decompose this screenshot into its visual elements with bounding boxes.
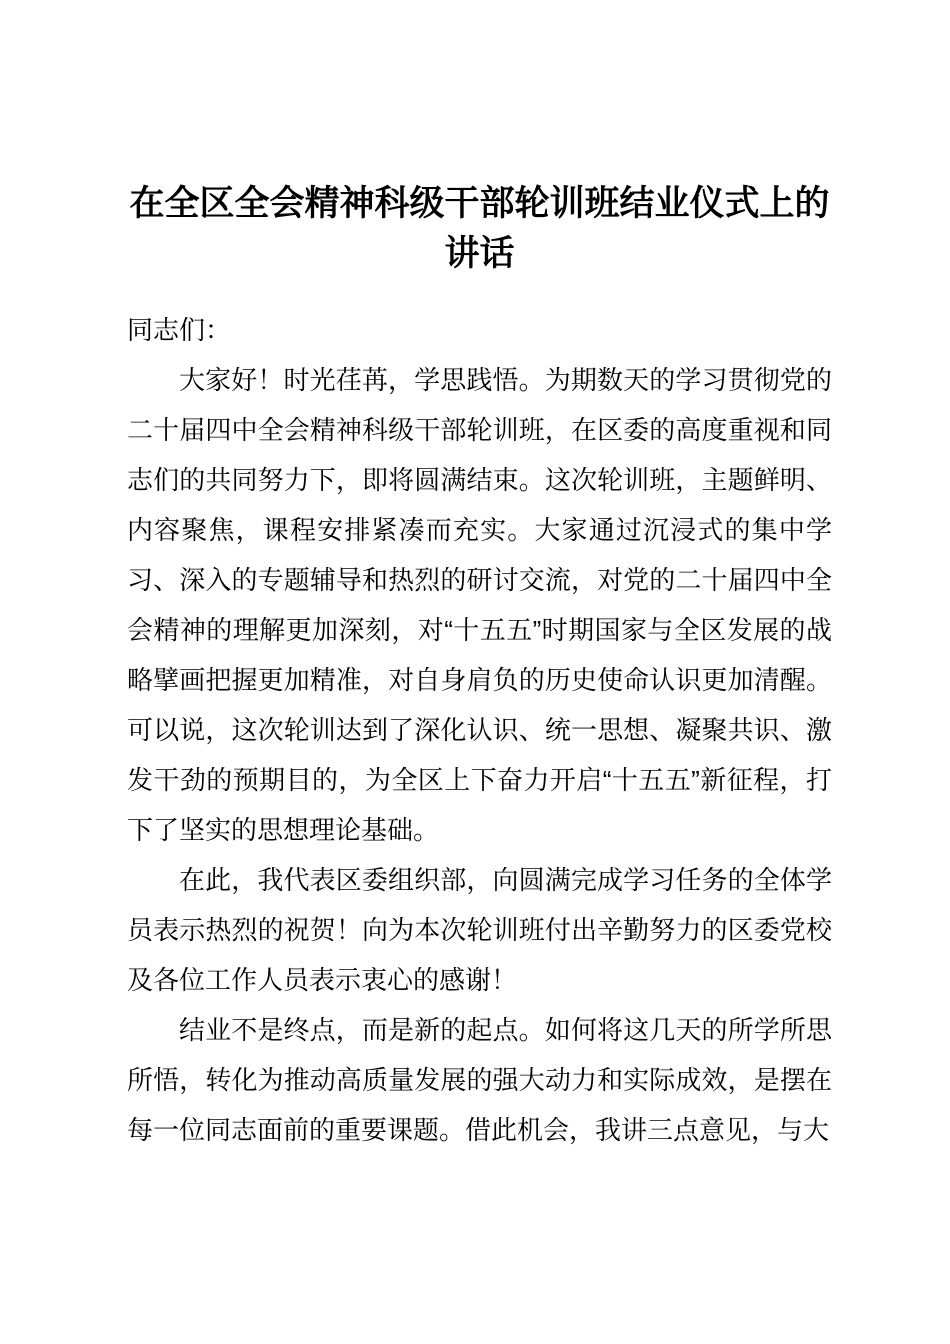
document-title: 在全区全会精神科级干部轮训班结业仪式上的讲话 <box>129 184 830 273</box>
paragraph-2: 在此，我代表区委组织部，向圆满完成学习任务的全体学员表示热烈的祝贺！向为本次轮训班付出辛勤努力的区委党校及各位工作人员表示衷心的感谢！ <box>127 865 832 995</box>
paragraph-3: 结业不是终点，而是新的起点。如何将这几天的所学所思所悟，转化为推动高质量发展的强大动力和实际成效，是摆在每一位同志面前的重要课题。借此机会，我讲三点意见，与大 <box>127 1015 832 1145</box>
document-content <box>127 0 832 1155</box>
salutation: 同志们： <box>127 315 232 345</box>
paragraph-1: 大家好！时光荏苒，学思践悟。为期数天的学习贯彻党的二十届四中全会精神科级干部轮训班，在区委的高度重视和同志们的共同努力下，即将圆满结束。这次轮训班，主题鲜明、内容聚焦，课程安排紧凑而充实。大家通过沉浸式的集中学习、深入的专题辅导和热烈的研讨交流，对党的二十届四中全会精神的理解更加深刻，对“十五五”时期国家与全区发展的战略擘画把握更加精准，对自身肩负的历史使命认识更加清醒。可以说，这次轮训达到了深化认识、统一思想、凝聚共识、激发干劲的预期目的，为全区上下奋力开启“十五五”新征程，打下了坚实的思想理论基础。 <box>127 365 832 845</box>
